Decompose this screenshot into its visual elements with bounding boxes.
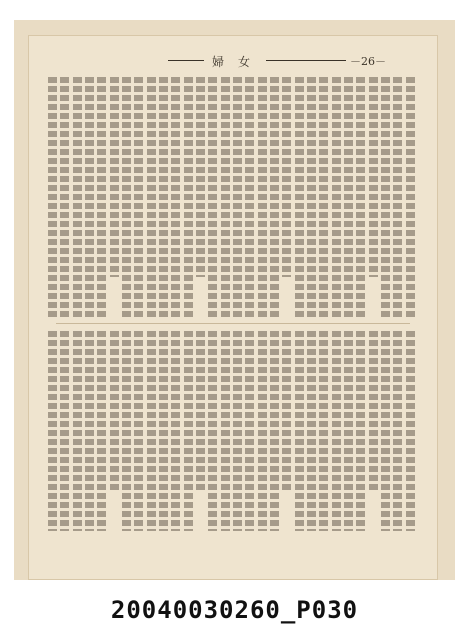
section-divider <box>56 323 410 324</box>
text-column <box>73 77 82 317</box>
text-column <box>97 77 106 317</box>
scanned-page <box>28 35 438 580</box>
text-column <box>208 331 217 531</box>
text-column <box>356 77 365 317</box>
text-column <box>60 331 69 531</box>
header-rule-right <box>266 60 346 61</box>
text-column <box>307 331 316 531</box>
text-column <box>122 331 131 531</box>
text-column <box>85 331 94 531</box>
text-column <box>282 331 291 491</box>
text-column <box>221 331 230 531</box>
text-column <box>245 77 254 317</box>
text-column <box>97 331 106 531</box>
text-column <box>208 77 217 317</box>
text-column <box>344 331 353 531</box>
text-column <box>184 77 193 317</box>
archive-id-caption: 20040030260_P030 <box>110 596 359 624</box>
text-column <box>270 77 279 317</box>
text-column <box>344 77 353 317</box>
text-column <box>147 77 156 317</box>
text-column <box>406 331 415 531</box>
text-column <box>282 77 291 277</box>
text-column <box>369 331 378 491</box>
text-column <box>258 77 267 317</box>
text-column <box>319 331 328 531</box>
text-column <box>245 331 254 531</box>
text-column <box>171 77 180 317</box>
text-column <box>221 77 230 317</box>
text-column <box>159 77 168 317</box>
journal-title: 婦女 <box>212 55 265 69</box>
text-column <box>307 77 316 317</box>
text-column <box>381 77 390 317</box>
text-column <box>73 331 82 531</box>
text-column <box>122 77 131 317</box>
text-column <box>134 77 143 317</box>
text-column <box>356 331 365 531</box>
text-column <box>332 331 341 531</box>
text-column <box>110 77 119 277</box>
text-column <box>233 331 242 531</box>
text-column <box>85 77 94 317</box>
text-column <box>196 331 205 491</box>
text-column <box>48 77 57 317</box>
header-rule-left <box>168 60 204 61</box>
text-column <box>369 77 378 277</box>
text-column <box>381 331 390 531</box>
text-column <box>258 331 267 531</box>
text-column <box>393 77 402 317</box>
text-column <box>171 331 180 531</box>
text-column <box>60 77 69 317</box>
text-column <box>134 331 143 531</box>
text-column <box>295 331 304 531</box>
page-header <box>28 53 438 67</box>
text-column <box>147 331 156 531</box>
text-column <box>332 77 341 317</box>
page-number: －26－ <box>350 55 386 68</box>
text-column <box>393 331 402 531</box>
text-column <box>110 331 119 491</box>
text-column <box>48 331 57 531</box>
text-column <box>295 77 304 317</box>
text-column <box>196 77 205 277</box>
upper-text-columns <box>48 77 418 317</box>
text-column <box>406 77 415 317</box>
text-column <box>159 331 168 531</box>
text-column <box>233 77 242 317</box>
lower-text-columns <box>48 331 418 531</box>
text-column <box>270 331 279 531</box>
text-column <box>184 331 193 531</box>
text-column <box>319 77 328 317</box>
